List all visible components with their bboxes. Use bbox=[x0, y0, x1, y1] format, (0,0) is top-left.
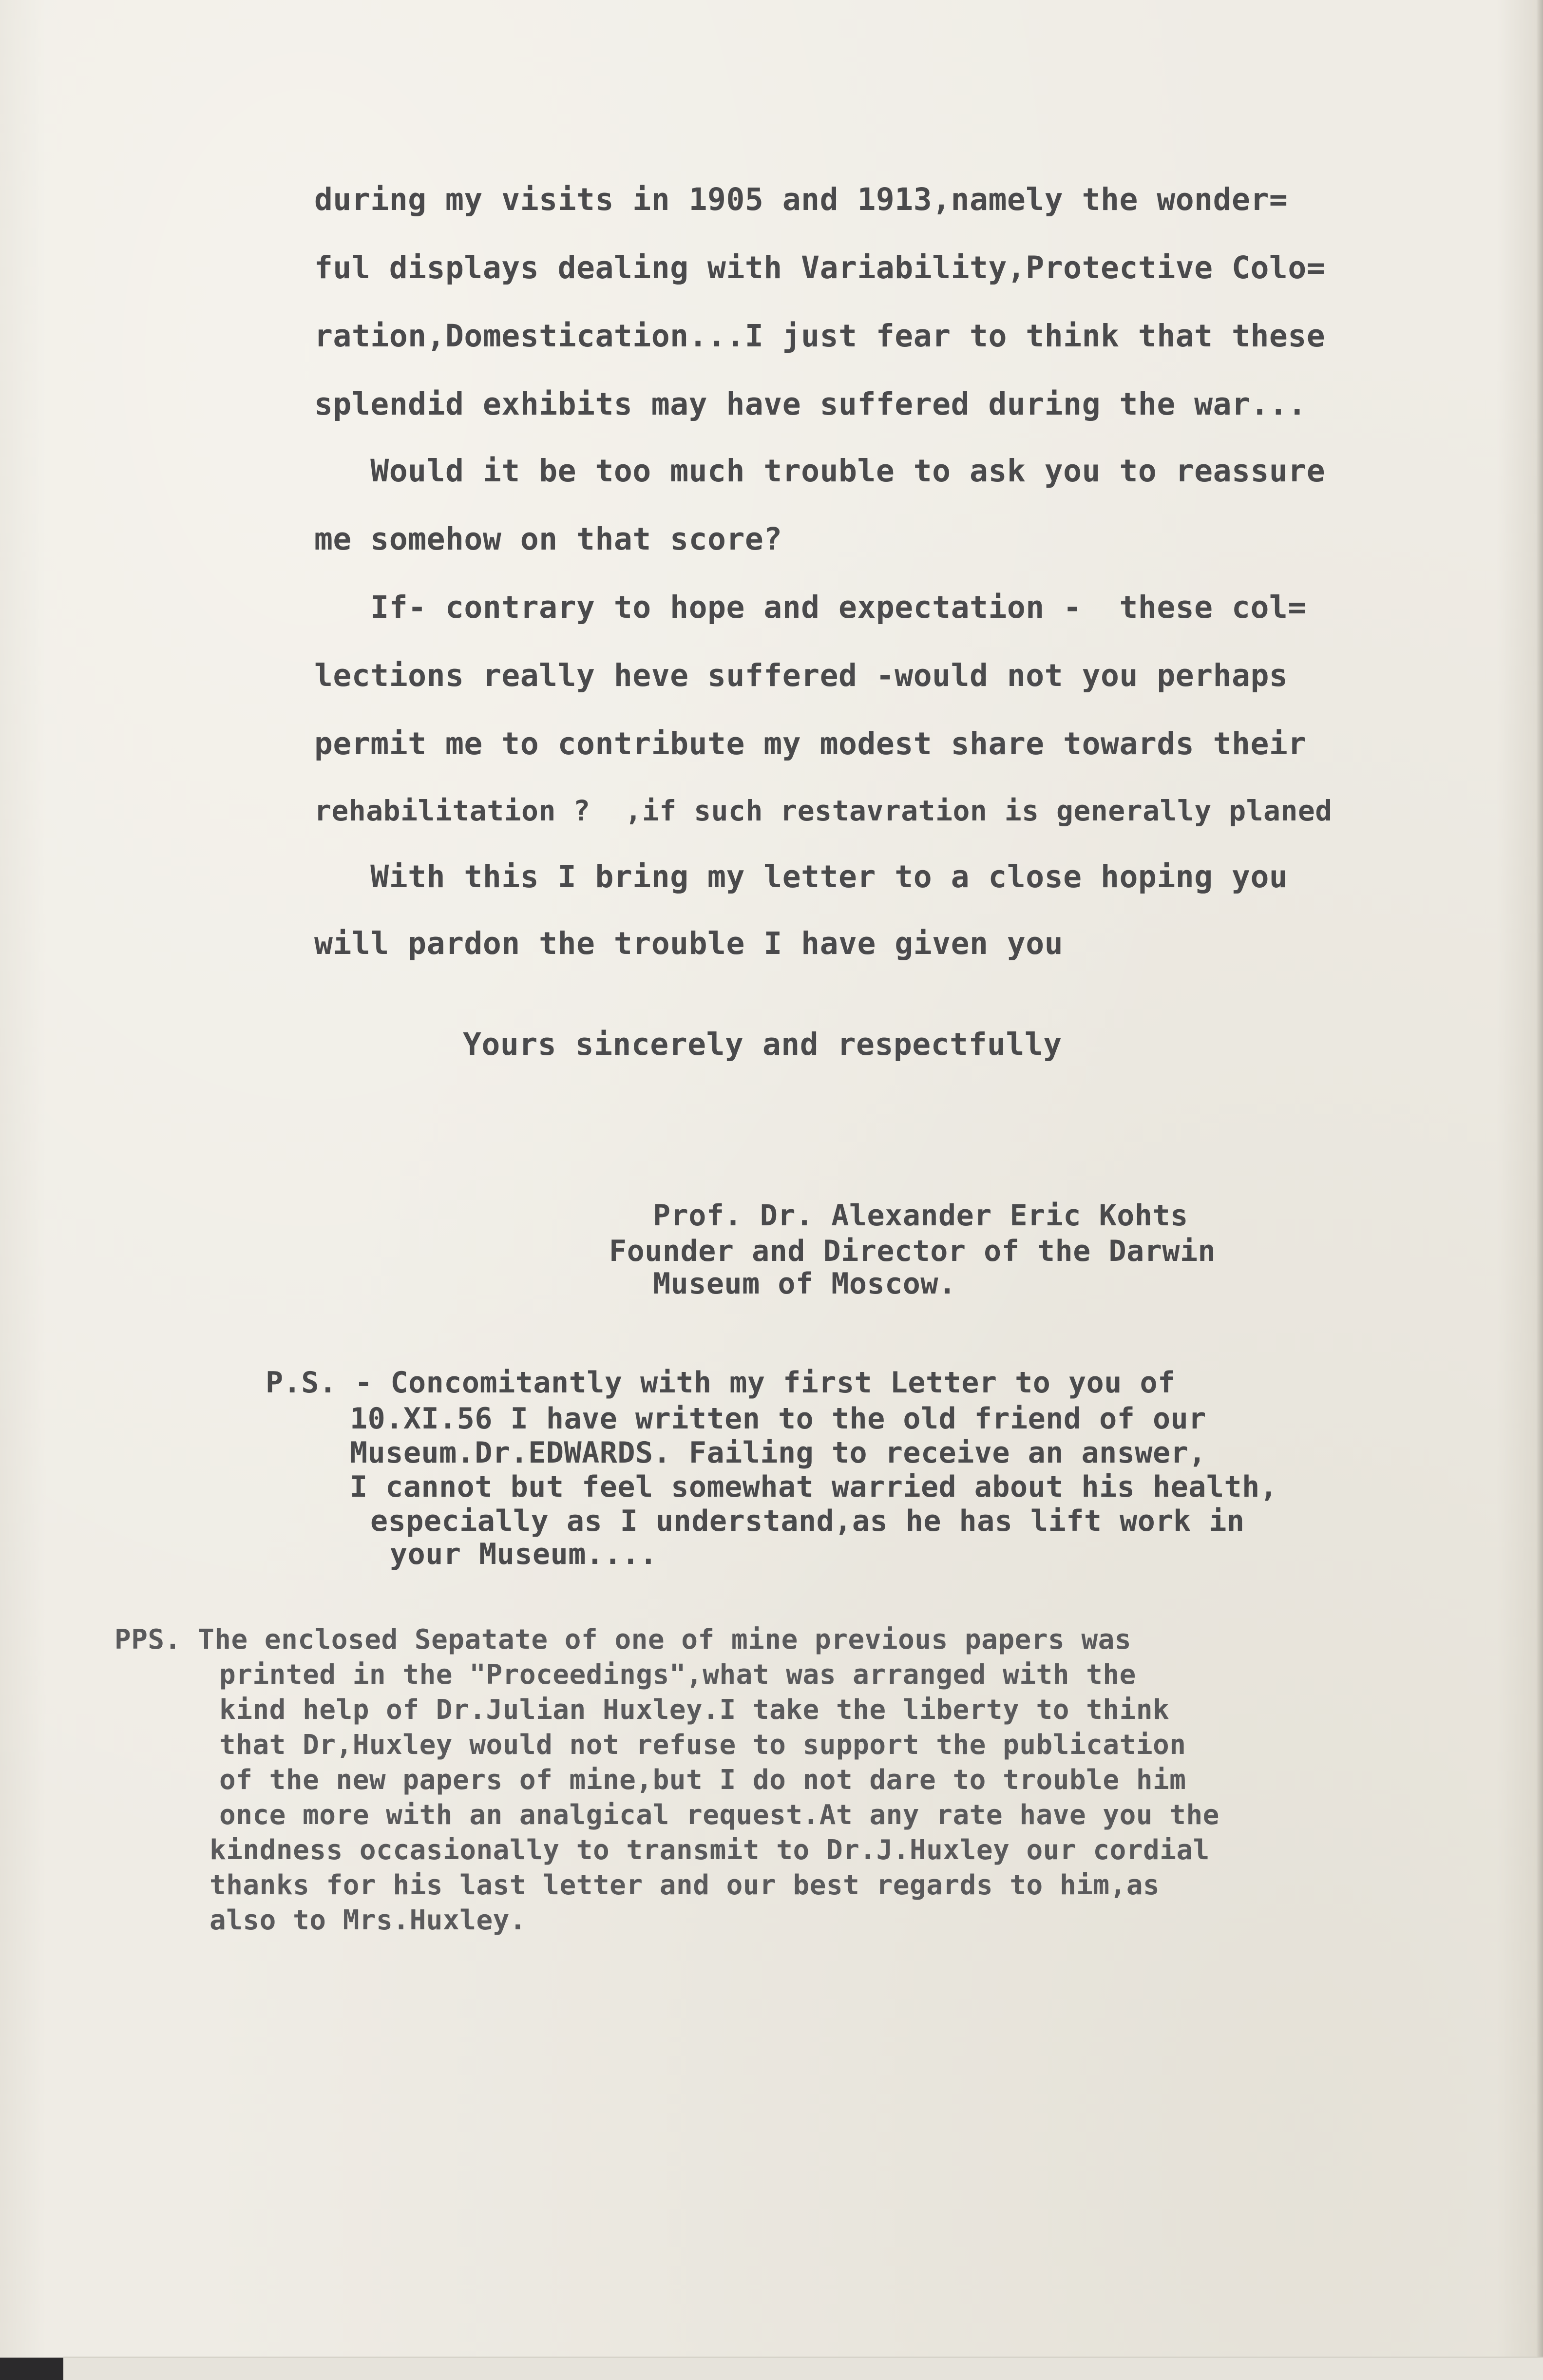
body-line: Would it be too much trouble to ask you to reassure bbox=[314, 453, 1326, 489]
body-line: With this I bring my letter to a close hoping you bbox=[314, 859, 1288, 895]
body-line: rehabilitation ? ,if such restavration is generally planed bbox=[314, 794, 1333, 827]
body-line: ration,Domestication...I just fear to think that these bbox=[314, 318, 1326, 354]
ps-line: Museum.Dr.EDWARDS. Failing to receive an answer, bbox=[350, 1436, 1206, 1470]
ps-line: P.S. - Concomitantly with my first Letter to you of bbox=[266, 1366, 1176, 1400]
signature-title: Founder and Director of the Darwin bbox=[609, 1234, 1216, 1268]
ps-line: I cannot but feel somewhat warried about his health, bbox=[350, 1470, 1278, 1504]
paper-right-edge bbox=[1536, 0, 1543, 2380]
body-line: permit me to contribute my modest share towards their bbox=[314, 726, 1307, 762]
pps-line: PPS. The enclosed Sepatate of one of mine previous papers was bbox=[114, 1624, 1132, 1656]
pps-line: that Dr,Huxley would not refuse to support the publication bbox=[219, 1729, 1186, 1761]
pps-line: printed in the "Proceedings",what was arranged with the bbox=[219, 1659, 1136, 1691]
ps-line: your Museum.... bbox=[390, 1537, 658, 1571]
pps-line: kindness occasionally to transmit to Dr.J.Huxley our cordial bbox=[210, 1834, 1210, 1866]
body-line: splendid exhibits may have suffered during the war... bbox=[314, 386, 1307, 422]
pps-line: also to Mrs.Huxley. bbox=[210, 1904, 527, 1936]
paper-bottom-edge bbox=[63, 2357, 1543, 2380]
body-line: If- contrary to hope and expectation - these col= bbox=[314, 590, 1307, 625]
ps-line: 10.XI.56 I have written to the old friend of our bbox=[350, 1402, 1206, 1436]
body-line: will pardon the trouble I have given you bbox=[314, 926, 1064, 961]
pps-line: kind help of Dr.Julian Huxley.I take the liberty to think bbox=[219, 1694, 1170, 1726]
signature-institution: Museum of Moscow. bbox=[653, 1267, 956, 1301]
body-line: ful displays dealing with Variability,Protective Colo= bbox=[314, 250, 1326, 286]
signature-name: Prof. Dr. Alexander Eric Kohts bbox=[653, 1199, 1188, 1233]
closing-line: Yours sincerely and respectfully bbox=[463, 1027, 1062, 1062]
body-line: me somehow on that score? bbox=[314, 521, 782, 557]
ps-line: especially as I understand,as he has lift work in bbox=[370, 1504, 1245, 1538]
pps-line: of the new papers of mine,but I do not dare to trouble him bbox=[219, 1764, 1186, 1796]
body-line: during my visits in 1905 and 1913,namely the wonder= bbox=[314, 182, 1288, 217]
pps-line: once more with an analgical request.At any rate have you the bbox=[219, 1799, 1219, 1831]
body-line: lections really heve suffered -would not you perhaps bbox=[314, 658, 1288, 693]
pps-line: thanks for his last letter and our best regards to him,as bbox=[210, 1869, 1160, 1901]
